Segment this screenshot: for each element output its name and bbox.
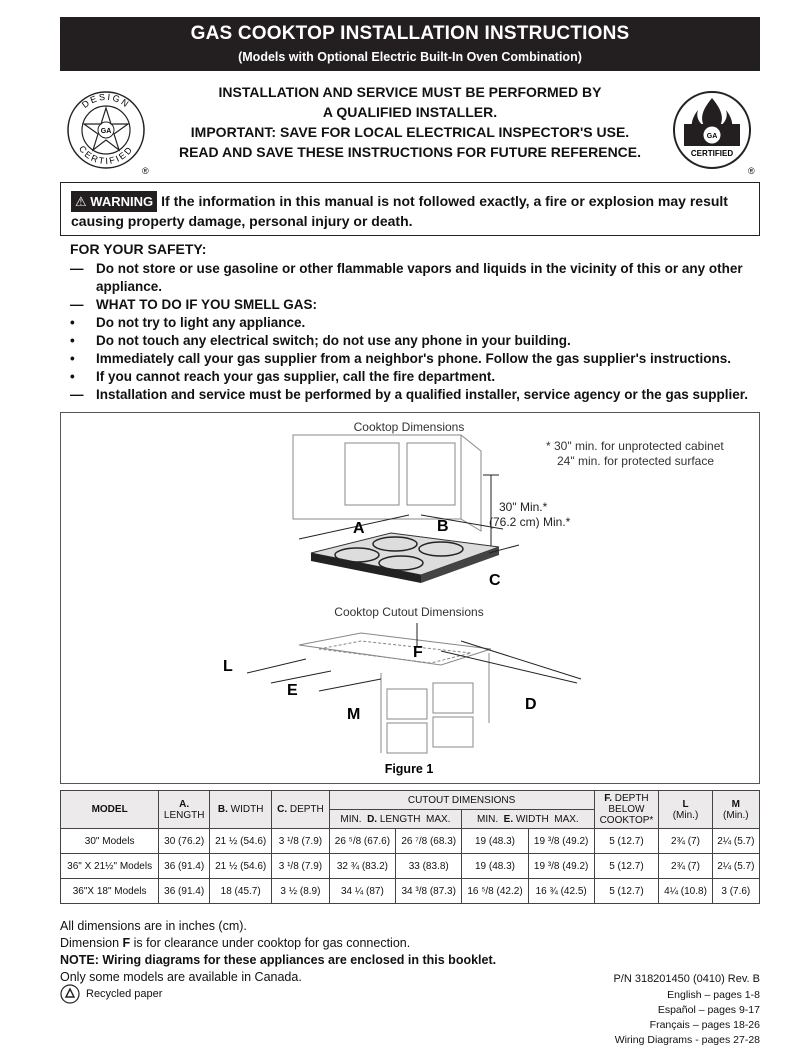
list-marker: • xyxy=(70,369,75,384)
header-band xyxy=(60,17,760,71)
list-item xyxy=(70,296,760,314)
cell: 3 ¹/8 (7.9) xyxy=(272,829,329,854)
design-certified-seal xyxy=(66,90,152,176)
cell: 36 (91.4) xyxy=(159,879,210,904)
seal-left-top-text: DESIGN xyxy=(80,91,132,110)
seal-right-label: CERTIFIED xyxy=(690,149,734,158)
clearance-dimension xyxy=(483,475,499,551)
cell: 19 ³/8 (49.2) xyxy=(528,854,594,879)
list-marker: • xyxy=(70,333,75,348)
list-marker: — xyxy=(70,387,84,402)
seal-left-bottom-text: CERTIFIED xyxy=(76,143,136,167)
cell: 34 ³/8 (87.3) xyxy=(396,879,462,904)
cell: 21 ½ (54.6) xyxy=(210,854,272,879)
col-e-width: MIN. E. WIDTH MAX. xyxy=(462,810,594,829)
list-marker: • xyxy=(70,315,75,330)
note-line-2: Dimension F is for clearance under cooktop for gas connection. xyxy=(60,936,411,950)
col-a-length: A. LENGTH xyxy=(159,791,210,829)
warning-triangle-icon: ⚠ xyxy=(75,194,87,209)
table-row xyxy=(61,829,760,854)
list-item xyxy=(70,332,760,350)
cell: 33 (83.8) xyxy=(396,854,462,879)
cell: 34 ¼ (87) xyxy=(329,879,396,904)
list-item xyxy=(70,260,760,296)
cell: 2¼ (5.7) xyxy=(712,854,759,879)
cell: 19 (48.3) xyxy=(462,829,529,854)
warning-text-block xyxy=(71,191,749,231)
cooktop-drawing xyxy=(311,533,499,583)
col-d-length: MIN. D. LENGTH MAX. xyxy=(329,810,462,829)
pages-french: Français – pages 18-26 xyxy=(649,1019,760,1031)
figure-caption: Figure 1 xyxy=(384,762,434,776)
note-line-4: Only some models are available in Canada. xyxy=(60,970,302,984)
cell: 4¼ (10.8) xyxy=(659,879,712,904)
cutout-cabinet-drawing xyxy=(299,633,491,753)
min-clearance-1: 30" Min.* xyxy=(499,500,548,514)
cutout-dimensions-title: Cooktop Cutout Dimensions xyxy=(334,605,484,619)
list-item xyxy=(70,368,760,386)
clearance-note-2: 24" min. for protected surface xyxy=(557,454,715,468)
table-header-row xyxy=(61,791,760,810)
cell: 2¾ (7) xyxy=(659,829,712,854)
note-line-3: NOTE: Wiring diagrams for these appliances are enclosed in this booklet. xyxy=(60,953,497,967)
cell: 2¾ (7) xyxy=(659,854,712,879)
cell: 26 ⁵/8 (67.6) xyxy=(329,829,396,854)
list-item-text: WHAT TO DO IF YOU SMELL GAS: xyxy=(96,297,318,312)
figure-1-box xyxy=(60,412,760,784)
cell-model: 30" Models xyxy=(61,829,159,854)
recycled-paper-label: Recycled paper xyxy=(86,988,163,1000)
col-b-width: B. WIDTH xyxy=(210,791,272,829)
label-m: M xyxy=(347,706,361,723)
document-subtitle: (Models with Optional Electric Built-In Oven Combination) xyxy=(238,50,582,64)
cell: 5 (12.7) xyxy=(594,854,659,879)
cell: 36 (91.4) xyxy=(159,854,210,879)
cell: 18 (45.7) xyxy=(210,879,272,904)
warning-box xyxy=(60,182,760,236)
cell: 2¼ (5.7) xyxy=(712,829,759,854)
min-clearance-2: (76.2 cm) Min.* xyxy=(489,515,571,529)
cell: 32 ¾ (83.2) xyxy=(329,854,396,879)
cell: 3 (7.6) xyxy=(712,879,759,904)
list-item-text: Do not try to light any appliance. xyxy=(96,315,306,330)
warning-message: If the information in this manual is not followed exactly, a fire or explosion may result causing property damage, personal injury or death. xyxy=(71,193,728,229)
list-item-text: If you cannot reach your gas supplier, call the fire department. xyxy=(96,369,496,384)
label-b: B xyxy=(437,518,449,535)
part-number-block xyxy=(613,972,760,1048)
cell: 30 (76.2) xyxy=(159,829,210,854)
notes-section xyxy=(60,918,580,986)
label-e: E xyxy=(287,682,298,699)
col-l: L (Min.) xyxy=(659,791,712,829)
warning-label xyxy=(71,191,157,212)
cell: 5 (12.7) xyxy=(594,829,659,854)
pages-english: English – pages 1-8 xyxy=(667,989,760,1001)
safety-title: FOR YOUR SAFETY: xyxy=(70,241,207,257)
registered-mark: ® xyxy=(748,166,755,176)
label-a: A xyxy=(353,520,365,537)
list-item-text: Immediately call your gas supplier from a neighbor's phone. Follow the gas supplier's instructions. xyxy=(96,351,732,366)
pages-spanish: Español – pages 9-17 xyxy=(657,1004,760,1016)
cell: 26 ⁷/8 (68.3) xyxy=(396,829,462,854)
part-number: P/N 318201450 (0410) Rev. B xyxy=(613,973,760,985)
cell: 16 ¾ (42.5) xyxy=(528,879,594,904)
table-row xyxy=(61,879,760,904)
list-marker: — xyxy=(70,261,84,276)
table-row xyxy=(61,854,760,879)
seal-left-center: GA xyxy=(100,128,112,135)
clearance-note-1: * 30" min. for unprotected cabinet xyxy=(546,439,724,453)
list-item-text: Do not store or use gasoline or other flammable vapors and liquids in the vicinity of this or any other appliance. xyxy=(96,261,743,294)
col-cutout: CUTOUT DIMENSIONS xyxy=(329,791,594,810)
installer-line-1: INSTALLATION AND SERVICE MUST BE PERFORMED BY xyxy=(218,84,602,100)
installer-notice xyxy=(150,82,670,162)
list-item xyxy=(70,314,760,332)
installer-line-2: A QUALIFIED INSTALLER. xyxy=(322,104,498,120)
cell: 19 (48.3) xyxy=(462,854,529,879)
note-line-1: All dimensions are in inches (cm). xyxy=(60,919,247,933)
label-f: F xyxy=(413,644,423,661)
cell: 3 ½ (8.9) xyxy=(272,879,329,904)
label-l: L xyxy=(223,658,233,675)
cell-model: 36"X 18" Models xyxy=(61,879,159,904)
cell-model: 36" X 21½" Models xyxy=(61,854,159,879)
recycle-icon xyxy=(60,984,80,1004)
cell: 5 (12.7) xyxy=(594,879,659,904)
col-c-depth: C. DEPTH xyxy=(272,791,329,829)
cell: 19 ³/8 (49.2) xyxy=(528,829,594,854)
safety-section xyxy=(70,240,760,404)
installer-line-4: READ AND SAVE THESE INSTRUCTIONS FOR FUTURE REFERENCE. xyxy=(178,144,642,160)
list-item xyxy=(70,386,760,404)
col-m: M (Min.) xyxy=(712,791,759,829)
registered-mark: ® xyxy=(142,166,149,176)
cell: 16 ⁵/8 (42.2) xyxy=(462,879,529,904)
list-marker: — xyxy=(70,297,84,312)
recycled-paper xyxy=(60,984,162,1004)
seal-right-center: GA xyxy=(706,133,718,140)
list-item xyxy=(70,350,760,368)
upper-cabinet-drawing xyxy=(293,435,481,531)
list-marker: • xyxy=(70,351,75,366)
list-item-text: Installation and service must be performed by a qualified installer, service agency or the gas supplier. xyxy=(96,387,748,402)
col-f-depth: F. DEPTH BELOW COOKTOP* xyxy=(594,791,659,829)
dimensions-table xyxy=(60,790,760,904)
label-d: D xyxy=(525,696,537,713)
document-title: GAS COOKTOP INSTALLATION INSTRUCTIONS xyxy=(190,23,630,44)
list-item-text: Do not touch any electrical switch; do not use any phone in your building. xyxy=(96,333,571,348)
cell: 3 ¹/8 (7.9) xyxy=(272,854,329,879)
installer-line-3: IMPORTANT: SAVE FOR LOCAL ELECTRICAL INSPECTOR'S USE. xyxy=(190,124,630,140)
col-model: MODEL xyxy=(61,791,159,829)
csa-certified-seal xyxy=(672,90,758,176)
warning-label-text: WARNING xyxy=(90,194,154,209)
pages-wiring: Wiring Diagrams - pages 27-28 xyxy=(614,1034,760,1046)
label-c: C xyxy=(489,572,501,589)
cooktop-dimensions-title: Cooktop Dimensions xyxy=(353,420,465,434)
cell: 21 ½ (54.6) xyxy=(210,829,272,854)
